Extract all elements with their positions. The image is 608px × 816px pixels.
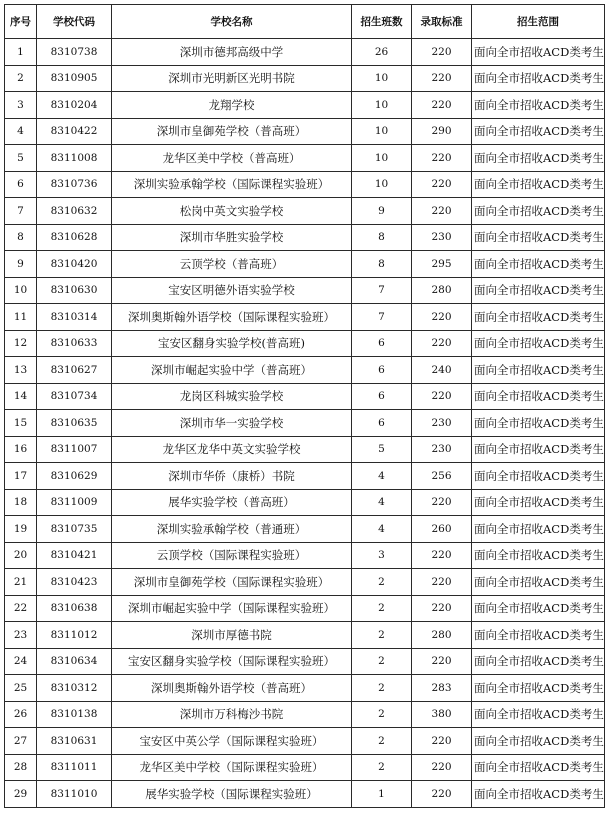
cell-enrollment-scope: 面向全市招收ACD类考生 [472,224,605,251]
cell-enrollment-scope: 面向全市招收ACD类考生 [472,622,605,649]
cell-index: 17 [5,463,37,490]
cell-class-count: 1 [352,781,412,808]
cell-school-code: 8311012 [37,622,112,649]
cell-index: 26 [5,701,37,728]
cell-school-code: 8310422 [37,118,112,145]
cell-enrollment-scope: 面向全市招收ACD类考生 [472,595,605,622]
cell-admission-standard: 380 [412,701,472,728]
cell-admission-standard: 290 [412,118,472,145]
table-header-row [5,5,605,39]
table-row [5,330,605,357]
cell-class-count: 4 [352,489,412,516]
cell-school-code: 8310629 [37,463,112,490]
cell-school-name: 宝安区明德外语实验学校 [112,277,352,304]
cell-index: 10 [5,277,37,304]
cell-admission-standard: 230 [412,436,472,463]
cell-school-name: 深圳实验承翰学校（国际课程实验班） [112,171,352,198]
table-row [5,542,605,569]
cell-admission-standard: 220 [412,489,472,516]
cell-index: 8 [5,224,37,251]
cell-school-name: 龙华区美中学校（国际课程实验班） [112,754,352,781]
table-row [5,145,605,172]
table-row [5,463,605,490]
table-row [5,701,605,728]
cell-admission-standard: 220 [412,198,472,225]
cell-index: 2 [5,65,37,92]
cell-enrollment-scope: 面向全市招收ACD类考生 [472,542,605,569]
cell-school-name: 深圳市皇御苑学校（国际课程实验班） [112,569,352,596]
table-row [5,754,605,781]
cell-admission-standard: 220 [412,92,472,119]
cell-class-count: 8 [352,251,412,278]
cell-index: 25 [5,675,37,702]
cell-school-code: 8310736 [37,171,112,198]
cell-class-count: 6 [352,383,412,410]
admissions-table [4,4,605,808]
cell-school-name: 深圳市厚德书院 [112,622,352,649]
cell-school-name: 深圳市华一实验学校 [112,410,352,437]
cell-class-count: 26 [352,39,412,66]
cell-admission-standard: 220 [412,39,472,66]
cell-school-code: 8310204 [37,92,112,119]
cell-enrollment-scope: 面向全市招收ACD类考生 [472,198,605,225]
table-row [5,410,605,437]
cell-school-name: 深圳市崛起实验中学（普高班） [112,357,352,384]
cell-school-name: 深圳实验承翰学校（普通班） [112,516,352,543]
cell-school-code: 8310632 [37,198,112,225]
cell-enrollment-scope: 面向全市招收ACD类考生 [472,436,605,463]
cell-school-code: 8310735 [37,516,112,543]
cell-enrollment-scope: 面向全市招收ACD类考生 [472,118,605,145]
cell-admission-standard: 230 [412,224,472,251]
cell-class-count: 2 [352,675,412,702]
cell-index: 11 [5,304,37,331]
cell-enrollment-scope: 面向全市招收ACD类考生 [472,410,605,437]
table-row [5,675,605,702]
cell-class-count: 3 [352,542,412,569]
cell-school-name: 展华实验学校（普高班） [112,489,352,516]
cell-enrollment-scope: 面向全市招收ACD类考生 [472,675,605,702]
cell-class-count: 6 [352,330,412,357]
cell-admission-standard: 240 [412,357,472,384]
cell-school-name: 龙华区龙华中英文实验学校 [112,436,352,463]
cell-index: 28 [5,754,37,781]
cell-school-code: 8310631 [37,728,112,755]
table-row [5,516,605,543]
cell-school-code: 8310633 [37,330,112,357]
cell-index: 21 [5,569,37,596]
cell-index: 22 [5,595,37,622]
cell-school-name: 云顶学校（国际课程实验班） [112,542,352,569]
cell-enrollment-scope: 面向全市招收ACD类考生 [472,39,605,66]
cell-school-code: 8310312 [37,675,112,702]
cell-index: 9 [5,251,37,278]
cell-admission-standard: 230 [412,410,472,437]
cell-admission-standard: 295 [412,251,472,278]
cell-class-count: 2 [352,622,412,649]
admissions-table-container [4,4,604,808]
cell-class-count: 10 [352,171,412,198]
table-row [5,224,605,251]
cell-school-code: 8310423 [37,569,112,596]
cell-enrollment-scope: 面向全市招收ACD类考生 [472,754,605,781]
table-row [5,171,605,198]
cell-class-count: 10 [352,118,412,145]
cell-school-code: 8311011 [37,754,112,781]
cell-school-name: 龙华区美中学校（普高班） [112,145,352,172]
cell-admission-standard: 220 [412,383,472,410]
table-body [5,39,605,808]
cell-enrollment-scope: 面向全市招收ACD类考生 [472,171,605,198]
cell-admission-standard: 220 [412,542,472,569]
cell-index: 27 [5,728,37,755]
cell-index: 15 [5,410,37,437]
header-enrollment-scope: 招生范围 [472,5,605,39]
cell-enrollment-scope: 面向全市招收ACD类考生 [472,277,605,304]
cell-admission-standard: 220 [412,728,472,755]
cell-class-count: 7 [352,277,412,304]
cell-admission-standard: 220 [412,754,472,781]
header-school-name: 学校名称 [112,5,352,39]
cell-index: 29 [5,781,37,808]
table-row [5,436,605,463]
cell-admission-standard: 260 [412,516,472,543]
cell-enrollment-scope: 面向全市招收ACD类考生 [472,569,605,596]
cell-enrollment-scope: 面向全市招收ACD类考生 [472,701,605,728]
cell-school-code: 8310634 [37,648,112,675]
table-row [5,65,605,92]
cell-admission-standard: 220 [412,781,472,808]
cell-school-code: 8310638 [37,595,112,622]
cell-school-name: 松岗中英文实验学校 [112,198,352,225]
cell-index: 18 [5,489,37,516]
cell-admission-standard: 280 [412,622,472,649]
cell-enrollment-scope: 面向全市招收ACD类考生 [472,145,605,172]
header-index: 序号 [5,5,37,39]
cell-school-name: 深圳市华侨（康桥）书院 [112,463,352,490]
cell-class-count: 4 [352,516,412,543]
cell-school-code: 8310314 [37,304,112,331]
table-row [5,198,605,225]
cell-school-name: 深圳市崛起实验中学（国际课程实验班） [112,595,352,622]
table-row [5,118,605,145]
cell-class-count: 6 [352,357,412,384]
cell-index: 19 [5,516,37,543]
cell-class-count: 6 [352,410,412,437]
cell-index: 12 [5,330,37,357]
cell-school-name: 展华实验学校（国际课程实验班） [112,781,352,808]
cell-index: 16 [5,436,37,463]
cell-school-code: 8310738 [37,39,112,66]
cell-school-code: 8310905 [37,65,112,92]
table-row [5,489,605,516]
cell-admission-standard: 220 [412,171,472,198]
cell-enrollment-scope: 面向全市招收ACD类考生 [472,92,605,119]
cell-admission-standard: 220 [412,330,472,357]
cell-admission-standard: 220 [412,595,472,622]
cell-index: 7 [5,198,37,225]
cell-class-count: 2 [352,595,412,622]
cell-class-count: 2 [352,648,412,675]
cell-index: 23 [5,622,37,649]
cell-admission-standard: 283 [412,675,472,702]
cell-school-code: 8310421 [37,542,112,569]
cell-school-name: 深圳市光明新区光明书院 [112,65,352,92]
cell-class-count: 10 [352,65,412,92]
cell-index: 5 [5,145,37,172]
cell-enrollment-scope: 面向全市招收ACD类考生 [472,648,605,675]
cell-index: 13 [5,357,37,384]
cell-enrollment-scope: 面向全市招收ACD类考生 [472,781,605,808]
cell-index: 4 [5,118,37,145]
table-row [5,92,605,119]
cell-class-count: 10 [352,92,412,119]
cell-school-name: 深圳奥斯翰外语学校（普高班） [112,675,352,702]
cell-school-name: 龙岗区科城实验学校 [112,383,352,410]
cell-enrollment-scope: 面向全市招收ACD类考生 [472,489,605,516]
cell-school-code: 8310138 [37,701,112,728]
cell-class-count: 7 [352,304,412,331]
cell-index: 6 [5,171,37,198]
table-row [5,39,605,66]
cell-school-code: 8311007 [37,436,112,463]
cell-school-name: 宝安区翻身实验学校(普高班) [112,330,352,357]
cell-school-name: 宝安区中英公学（国际课程实验班） [112,728,352,755]
cell-enrollment-scope: 面向全市招收ACD类考生 [472,304,605,331]
cell-school-code: 8310630 [37,277,112,304]
cell-class-count: 4 [352,463,412,490]
header-school-code: 学校代码 [37,5,112,39]
cell-school-name: 龙翔学校 [112,92,352,119]
cell-admission-standard: 256 [412,463,472,490]
cell-index: 3 [5,92,37,119]
header-admission-standard: 录取标准 [412,5,472,39]
cell-school-code: 8311008 [37,145,112,172]
table-row [5,569,605,596]
cell-index: 1 [5,39,37,66]
cell-index: 20 [5,542,37,569]
cell-admission-standard: 220 [412,648,472,675]
cell-class-count: 10 [352,145,412,172]
cell-school-code: 8310420 [37,251,112,278]
cell-enrollment-scope: 面向全市招收ACD类考生 [472,251,605,278]
cell-index: 14 [5,383,37,410]
cell-school-name: 深圳市皇御苑学校（普高班） [112,118,352,145]
cell-school-name: 深圳市华胜实验学校 [112,224,352,251]
cell-admission-standard: 280 [412,277,472,304]
table-row [5,383,605,410]
cell-class-count: 5 [352,436,412,463]
cell-index: 24 [5,648,37,675]
cell-enrollment-scope: 面向全市招收ACD类考生 [472,516,605,543]
cell-school-code: 8310627 [37,357,112,384]
cell-class-count: 2 [352,701,412,728]
cell-admission-standard: 220 [412,569,472,596]
cell-school-name: 深圳市万科梅沙书院 [112,701,352,728]
cell-school-name: 深圳市德邦高级中学 [112,39,352,66]
cell-school-code: 8311010 [37,781,112,808]
table-row [5,304,605,331]
table-row [5,781,605,808]
cell-enrollment-scope: 面向全市招收ACD类考生 [472,65,605,92]
cell-enrollment-scope: 面向全市招收ACD类考生 [472,330,605,357]
header-class-count: 招生班数 [352,5,412,39]
cell-school-name: 云顶学校（普高班） [112,251,352,278]
cell-enrollment-scope: 面向全市招收ACD类考生 [472,463,605,490]
cell-enrollment-scope: 面向全市招收ACD类考生 [472,383,605,410]
table-row [5,622,605,649]
table-row [5,277,605,304]
cell-school-code: 8310734 [37,383,112,410]
cell-admission-standard: 220 [412,65,472,92]
cell-admission-standard: 220 [412,304,472,331]
cell-class-count: 2 [352,569,412,596]
cell-enrollment-scope: 面向全市招收ACD类考生 [472,357,605,384]
table-row [5,595,605,622]
cell-school-code: 8310635 [37,410,112,437]
cell-class-count: 8 [352,224,412,251]
cell-school-code: 8311009 [37,489,112,516]
cell-school-name: 深圳奥斯翰外语学校（国际课程实验班） [112,304,352,331]
cell-class-count: 2 [352,728,412,755]
table-row [5,251,605,278]
cell-enrollment-scope: 面向全市招收ACD类考生 [472,728,605,755]
table-row [5,357,605,384]
cell-admission-standard: 220 [412,145,472,172]
table-row [5,728,605,755]
cell-class-count: 2 [352,754,412,781]
cell-class-count: 9 [352,198,412,225]
cell-school-code: 8310628 [37,224,112,251]
cell-school-name: 宝安区翻身实验学校（国际课程实验班） [112,648,352,675]
table-row [5,648,605,675]
